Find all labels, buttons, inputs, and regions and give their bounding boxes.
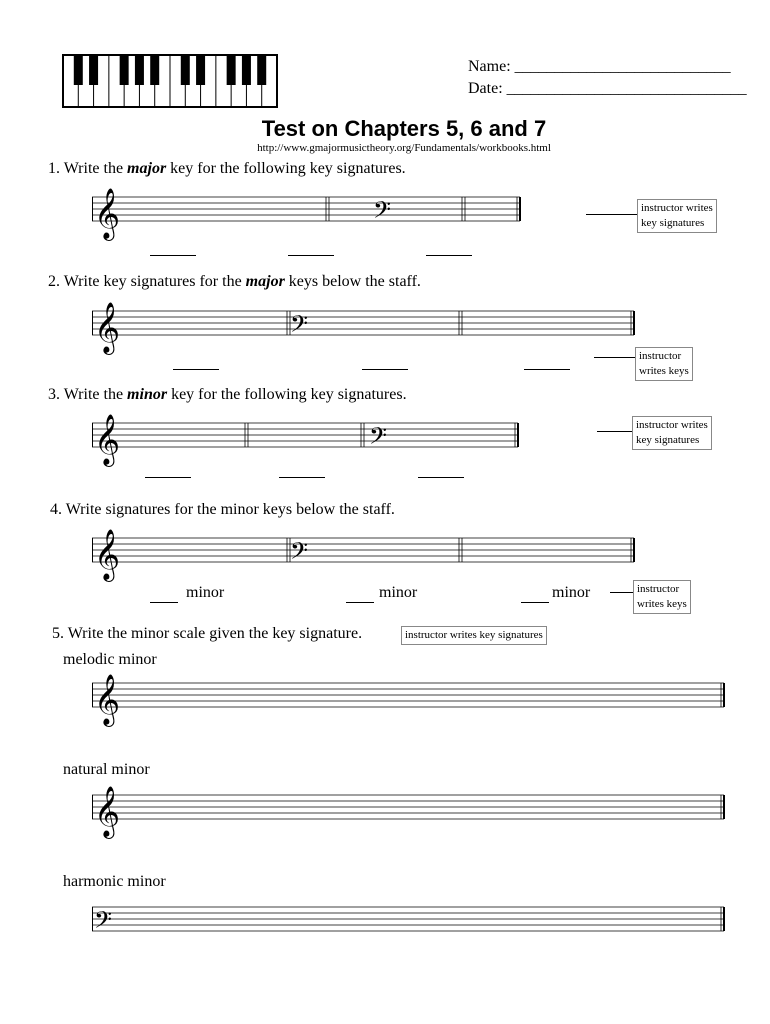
harmonic-minor-label: harmonic minor xyxy=(63,873,166,890)
staff-melodic-minor xyxy=(92,674,728,725)
bass-clef-icon: 𝄢 xyxy=(290,537,309,570)
black-key xyxy=(89,55,98,85)
name-field[interactable] xyxy=(468,58,731,76)
minor-label: minor xyxy=(186,584,225,601)
black-key xyxy=(135,55,144,85)
date-field[interactable] xyxy=(468,80,747,98)
treble-clef-icon: 𝄞 xyxy=(94,529,121,580)
answer-blank[interactable] xyxy=(173,369,219,370)
answer-blank[interactable] xyxy=(346,602,374,603)
answer-blank[interactable] xyxy=(521,602,549,603)
answer-blank[interactable] xyxy=(426,255,472,256)
note-connector xyxy=(610,592,634,593)
note-connector xyxy=(586,214,638,215)
staff-q4 xyxy=(92,529,638,580)
answer-blank[interactable] xyxy=(288,255,334,256)
date-line: ______________________________ xyxy=(506,80,747,97)
page-title: Test on Chapters 5, 6 and 7 xyxy=(261,116,547,141)
treble-clef-icon: 𝄞 xyxy=(94,188,121,239)
black-key xyxy=(120,55,129,85)
staff-q1 xyxy=(92,188,524,239)
piano-keyboard-icon xyxy=(62,54,278,113)
source-url: http://www.gmajormusictheory.org/Fundamentals/workbooks.html xyxy=(257,142,551,154)
black-key xyxy=(227,55,236,85)
treble-clef-icon: 𝄞 xyxy=(94,674,121,725)
answer-blank[interactable] xyxy=(524,369,570,370)
note-connector xyxy=(594,357,636,358)
instructor-note: instructor writes keys xyxy=(633,580,691,614)
answer-blank[interactable] xyxy=(279,477,325,478)
black-key xyxy=(150,55,159,85)
name-line: ___________________________ xyxy=(514,58,731,75)
question-2: 2. Write key signatures for the major keys below the staff. xyxy=(48,273,421,290)
black-key xyxy=(242,55,251,85)
minor-label: minor xyxy=(552,584,591,601)
answer-blank[interactable] xyxy=(145,477,191,478)
bass-clef-icon: 𝄢 xyxy=(373,196,392,229)
question-4: 4. Write signatures for the minor keys below the staff. xyxy=(50,501,395,518)
bass-clef-icon: 𝄢 xyxy=(290,310,309,343)
black-key xyxy=(181,55,190,85)
answer-blank[interactable] xyxy=(150,255,196,256)
treble-clef-icon: 𝄞 xyxy=(94,302,121,353)
answer-blank[interactable] xyxy=(150,602,178,603)
treble-clef-icon: 𝄞 xyxy=(94,414,121,465)
question-3: 3. Write the minor key for the following key signatures. xyxy=(48,386,407,403)
instructor-note: instructor writes key signatures xyxy=(401,626,547,645)
staff-q2 xyxy=(92,302,638,353)
question-5: 5. Write the minor scale given the key signature. xyxy=(52,625,363,642)
staff-q3 xyxy=(92,414,522,465)
answer-blank[interactable] xyxy=(418,477,464,478)
name-label: Name: xyxy=(468,58,511,75)
instructor-note: instructor writes key signatures xyxy=(632,416,712,450)
black-key xyxy=(257,55,266,85)
instructor-note: instructor writes keys xyxy=(635,347,693,381)
bass-clef-icon: 𝄢 xyxy=(94,906,113,939)
black-key xyxy=(74,55,83,85)
natural-minor-label: natural minor xyxy=(63,761,150,778)
date-label: Date: xyxy=(468,80,503,97)
answer-blank[interactable] xyxy=(362,369,408,370)
question-1: 1. Write the major key for the following key signatures. xyxy=(48,160,406,177)
instructor-note: instructor writes key signatures xyxy=(637,199,717,233)
staff-harmonic-minor xyxy=(92,907,728,945)
staff-natural-minor xyxy=(92,786,728,837)
note-connector xyxy=(597,431,633,432)
melodic-minor-label: melodic minor xyxy=(63,651,157,668)
treble-clef-icon: 𝄞 xyxy=(94,786,121,837)
black-key xyxy=(196,55,205,85)
minor-label: minor xyxy=(379,584,418,601)
bass-clef-icon: 𝄢 xyxy=(369,422,388,455)
